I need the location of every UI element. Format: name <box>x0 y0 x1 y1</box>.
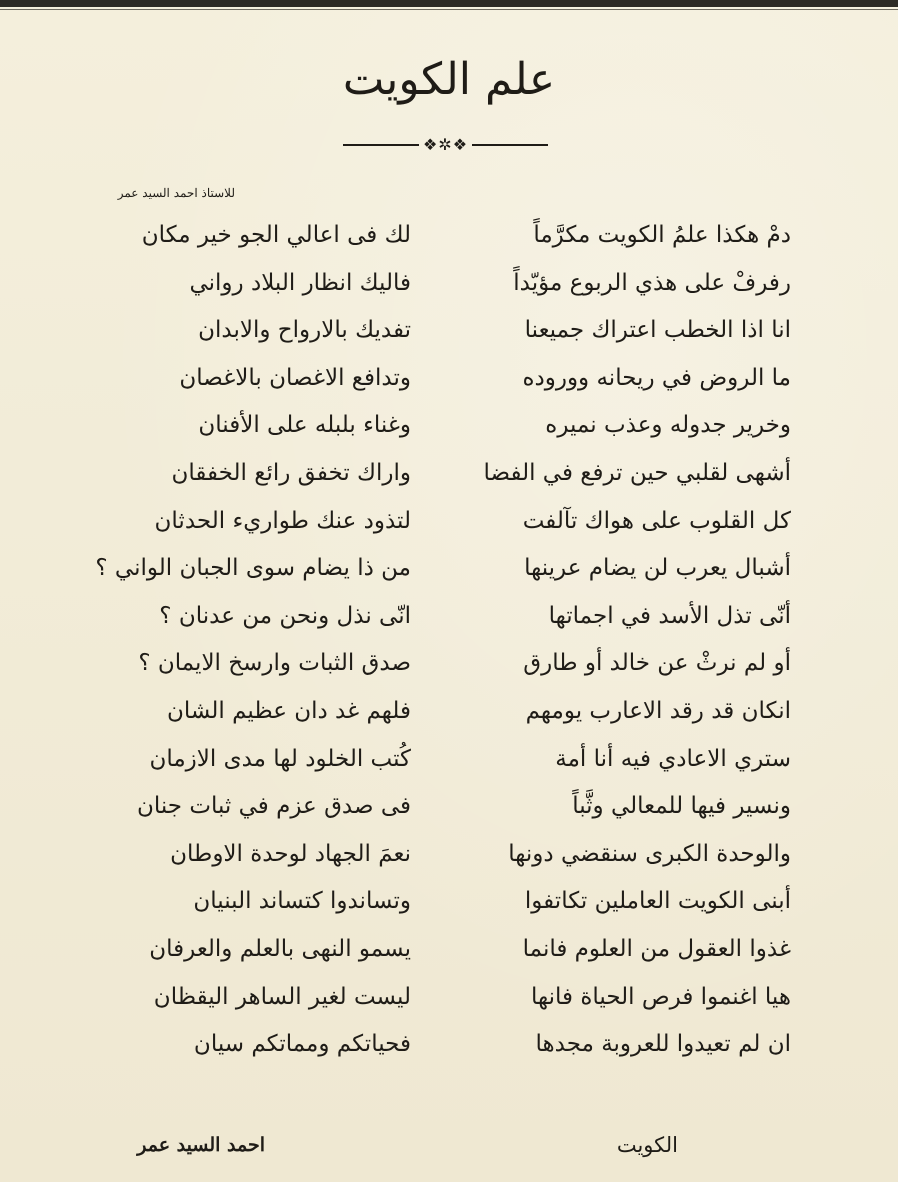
verse-right-line: أنّى تذل الأسد في اجماتها <box>548 603 791 629</box>
verse-left-line: كُتب الخلود لها مدى الازمان <box>149 746 411 772</box>
verse-right-line: أشهى لقلبي حين ترفع في الفضا <box>483 460 791 486</box>
poem-title: علم الكويت <box>342 54 556 105</box>
author-signature: احمد السيد عمر <box>137 1134 265 1156</box>
verse-left-line: وتساندوا كتساند البنيان <box>193 888 411 914</box>
verse-right-line: والوحدة الكبرى سنقضي دونها <box>508 841 791 867</box>
verse-right-line: ان لم تعيدوا للعروبة مجدها <box>535 1031 791 1057</box>
verse-right-line: أشبال يعرب لن يضام عرينها <box>524 555 791 581</box>
verse-right-line: غذوا العقول من العلوم فانما <box>522 936 791 962</box>
verse-left-line: فاليك انظار البلاد رواني <box>189 270 411 296</box>
closing-word: الكويت <box>616 1133 678 1157</box>
verse-right-line: ستري الاعادي فيه أنا أمة <box>555 746 791 772</box>
verse-left-line: فى صدق عزم في ثبات جنان <box>136 793 411 819</box>
verse-right-line: دمْ هكذا علمُ الكويت مكرَّماً <box>533 222 791 248</box>
verse-right-line: وخرير جدوله وعذب نميره <box>545 412 791 438</box>
author-byline: للاستاذ احمد السيد عمر <box>117 186 235 200</box>
verse-left-line: فلهم غد دان عظيم الشان <box>166 698 411 724</box>
verse-left-line: صدق الثبات وارسخ الايمان ؟ <box>138 650 411 676</box>
verse-left-line: يسمو النهى بالعلم والعرفان <box>149 936 411 962</box>
verse-right-line: رفرفْ على هذي الربوع مؤيّداً <box>513 270 791 296</box>
verse-right-line: هيا اغنموا فرص الحياة فانها <box>531 984 791 1010</box>
verse-left-line: تفديك بالارواح والابدان <box>198 317 411 343</box>
verse-left-line: ليست لغير الساهر اليقظان <box>153 984 411 1010</box>
verse-right-line: انكان قد رقد الاعارب يومهم <box>525 698 791 724</box>
verse-right-line: ما الروض في ريحانه ووروده <box>522 365 791 391</box>
verse-left-line: من ذا يضام سوى الجبان الواني ؟ <box>95 555 411 581</box>
verse-right-line: كل القلوب على هواك تآلفت <box>522 508 791 534</box>
verse-left-line: نعمَ الجهاد لوحدة الاوطان <box>170 841 411 867</box>
verse-left-line: انّى نذل ونحن من عدنان ؟ <box>159 603 411 629</box>
verse-right-line: أبنى الكويت العاملين تكاتفوا <box>524 888 791 914</box>
verse-left-line: لتذود عنك طواريء الحدثان <box>154 508 411 534</box>
verse-right-line: أو لم نرثْ عن خالد أو طارق <box>523 650 791 676</box>
verse-left-line: واراك تخفق رائع الخفقان <box>171 460 411 486</box>
verse-left-line: لك فى اعالي الجو خير مكان <box>141 222 411 248</box>
verse-left-line: وتدافع الاغصان بالاغصان <box>179 365 411 391</box>
verse-left-line: فحياتكم ومماتكم سيان <box>193 1031 411 1057</box>
ornament-glyph: ❖✲❖ <box>422 135 469 154</box>
verse-right-line: ونسير فيها للمعالي وثَّباً <box>572 793 791 819</box>
verse-right-line: انا اذا الخطب اعتراك جميعنا <box>524 317 791 343</box>
verse-left-line: وغناء بلبله على الأفنان <box>198 412 411 438</box>
